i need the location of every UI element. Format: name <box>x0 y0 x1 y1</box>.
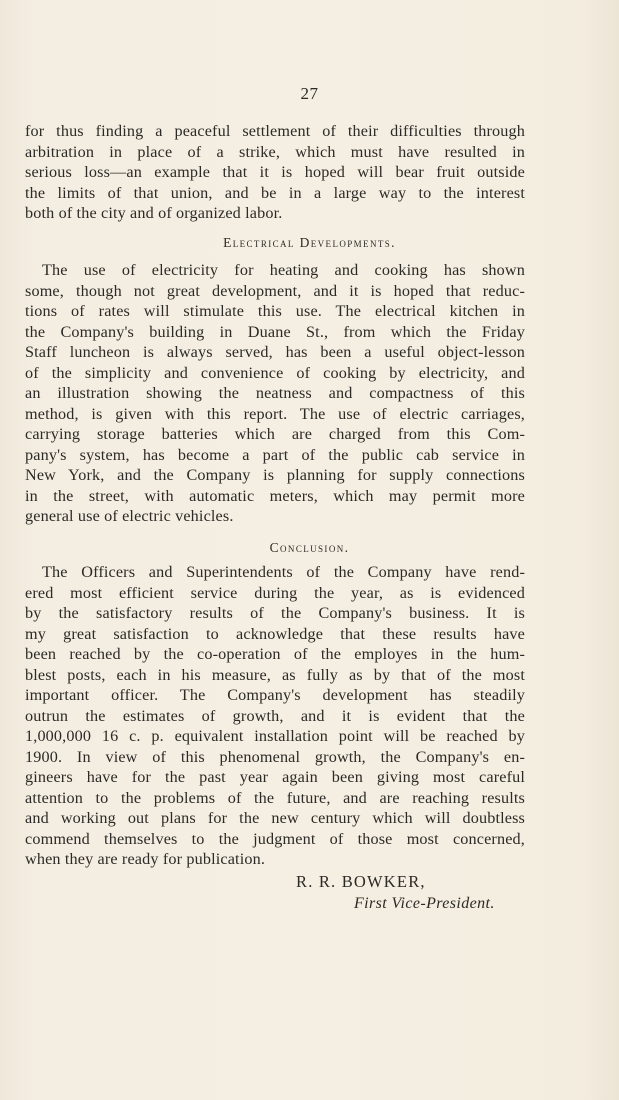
text-line: The Officers and Superintendents of the Company have rend- <box>42 563 525 581</box>
text-line: 1900. In view of this phenomenal growth, the Company's en- <box>25 747 525 766</box>
text-line: arbitration in place of a strike, which must have resulted in <box>25 142 525 161</box>
paragraph-arbitration <box>25 121 525 224</box>
text-line: by the satisfactory results of the Company's business. It is <box>25 604 525 622</box>
text-line: when they are ready for publication. <box>25 850 266 868</box>
paragraph-conclusion <box>25 562 525 870</box>
text-line: commend themselves to the judgment of those most concerned, <box>25 829 525 848</box>
text-line: gineers have for the past year again been giving most careful <box>25 768 525 786</box>
text-line: pany's system, has become a part of the public cab service in <box>25 445 525 464</box>
text-line: been reached by the co-operation of the employes in the hum- <box>25 645 525 663</box>
text-line: both of the city and of organized labor. <box>25 204 283 222</box>
text-line: my great satisfaction to acknowledge that these results have <box>25 624 525 643</box>
signature-title: First Vice-President. <box>354 895 495 912</box>
text-line: attention to the problems of the future, and are reaching results <box>25 788 525 807</box>
text-line: method, is given with this report. The use of electric carriages, <box>25 404 525 423</box>
text-line: serious loss—an example that it is hoped will bear fruit outside <box>25 163 525 181</box>
text-line: ered most efficient service during the year, as is evidenced <box>25 583 525 602</box>
section-heading-conclusion: Conclusion. <box>269 540 350 555</box>
text-line: important officer. The Company's development has steadily <box>25 686 525 704</box>
text-line: carrying storage batteries which are charged from this Com- <box>25 425 525 443</box>
text-line: tions of rates will stimulate this use. The electrical kitchen in <box>25 302 525 320</box>
text-line: some, though not great development, and it is hoped that reduc- <box>25 281 525 300</box>
text-line: Staff luncheon is always served, has been a useful object-lesson <box>25 343 525 361</box>
paragraph-electricity <box>25 260 525 527</box>
text-line: outrun the estimates of growth, and it is evident that the <box>25 706 525 725</box>
text-line: blest posts, each in his measure, as fully as by that of the most <box>25 665 525 684</box>
text-line: the Company's building in Duane St., from which the Friday <box>25 322 525 341</box>
text-line: for thus finding a peaceful settlement of their difficulties through <box>25 122 525 140</box>
section-heading-electrical-developments: Electrical Developments. <box>223 235 396 250</box>
text-line: general use of electric vehicles. <box>25 507 234 525</box>
text-line: and working out plans for the new century which will doubtless <box>25 809 525 827</box>
text-line: the limits of that union, and be in a large way to the interest <box>25 183 525 202</box>
text-line: 1,000,000 16 c. p. equivalent installation point will be reached by <box>25 727 525 745</box>
text-line: an illustration showing the neatness and compactness of this <box>25 384 525 402</box>
signature-name: R. R. BOWKER, <box>296 872 426 891</box>
text-line: New York, and the Company is planning for supply connections <box>25 466 525 484</box>
text-line: in the street, with automatic meters, which may permit more <box>25 486 525 505</box>
text-line: of the simplicity and convenience of cooking by electricity, and <box>25 363 525 382</box>
text-line: The use of electricity for heating and cooking has shown <box>42 261 525 279</box>
page-number: 27 <box>300 84 319 103</box>
